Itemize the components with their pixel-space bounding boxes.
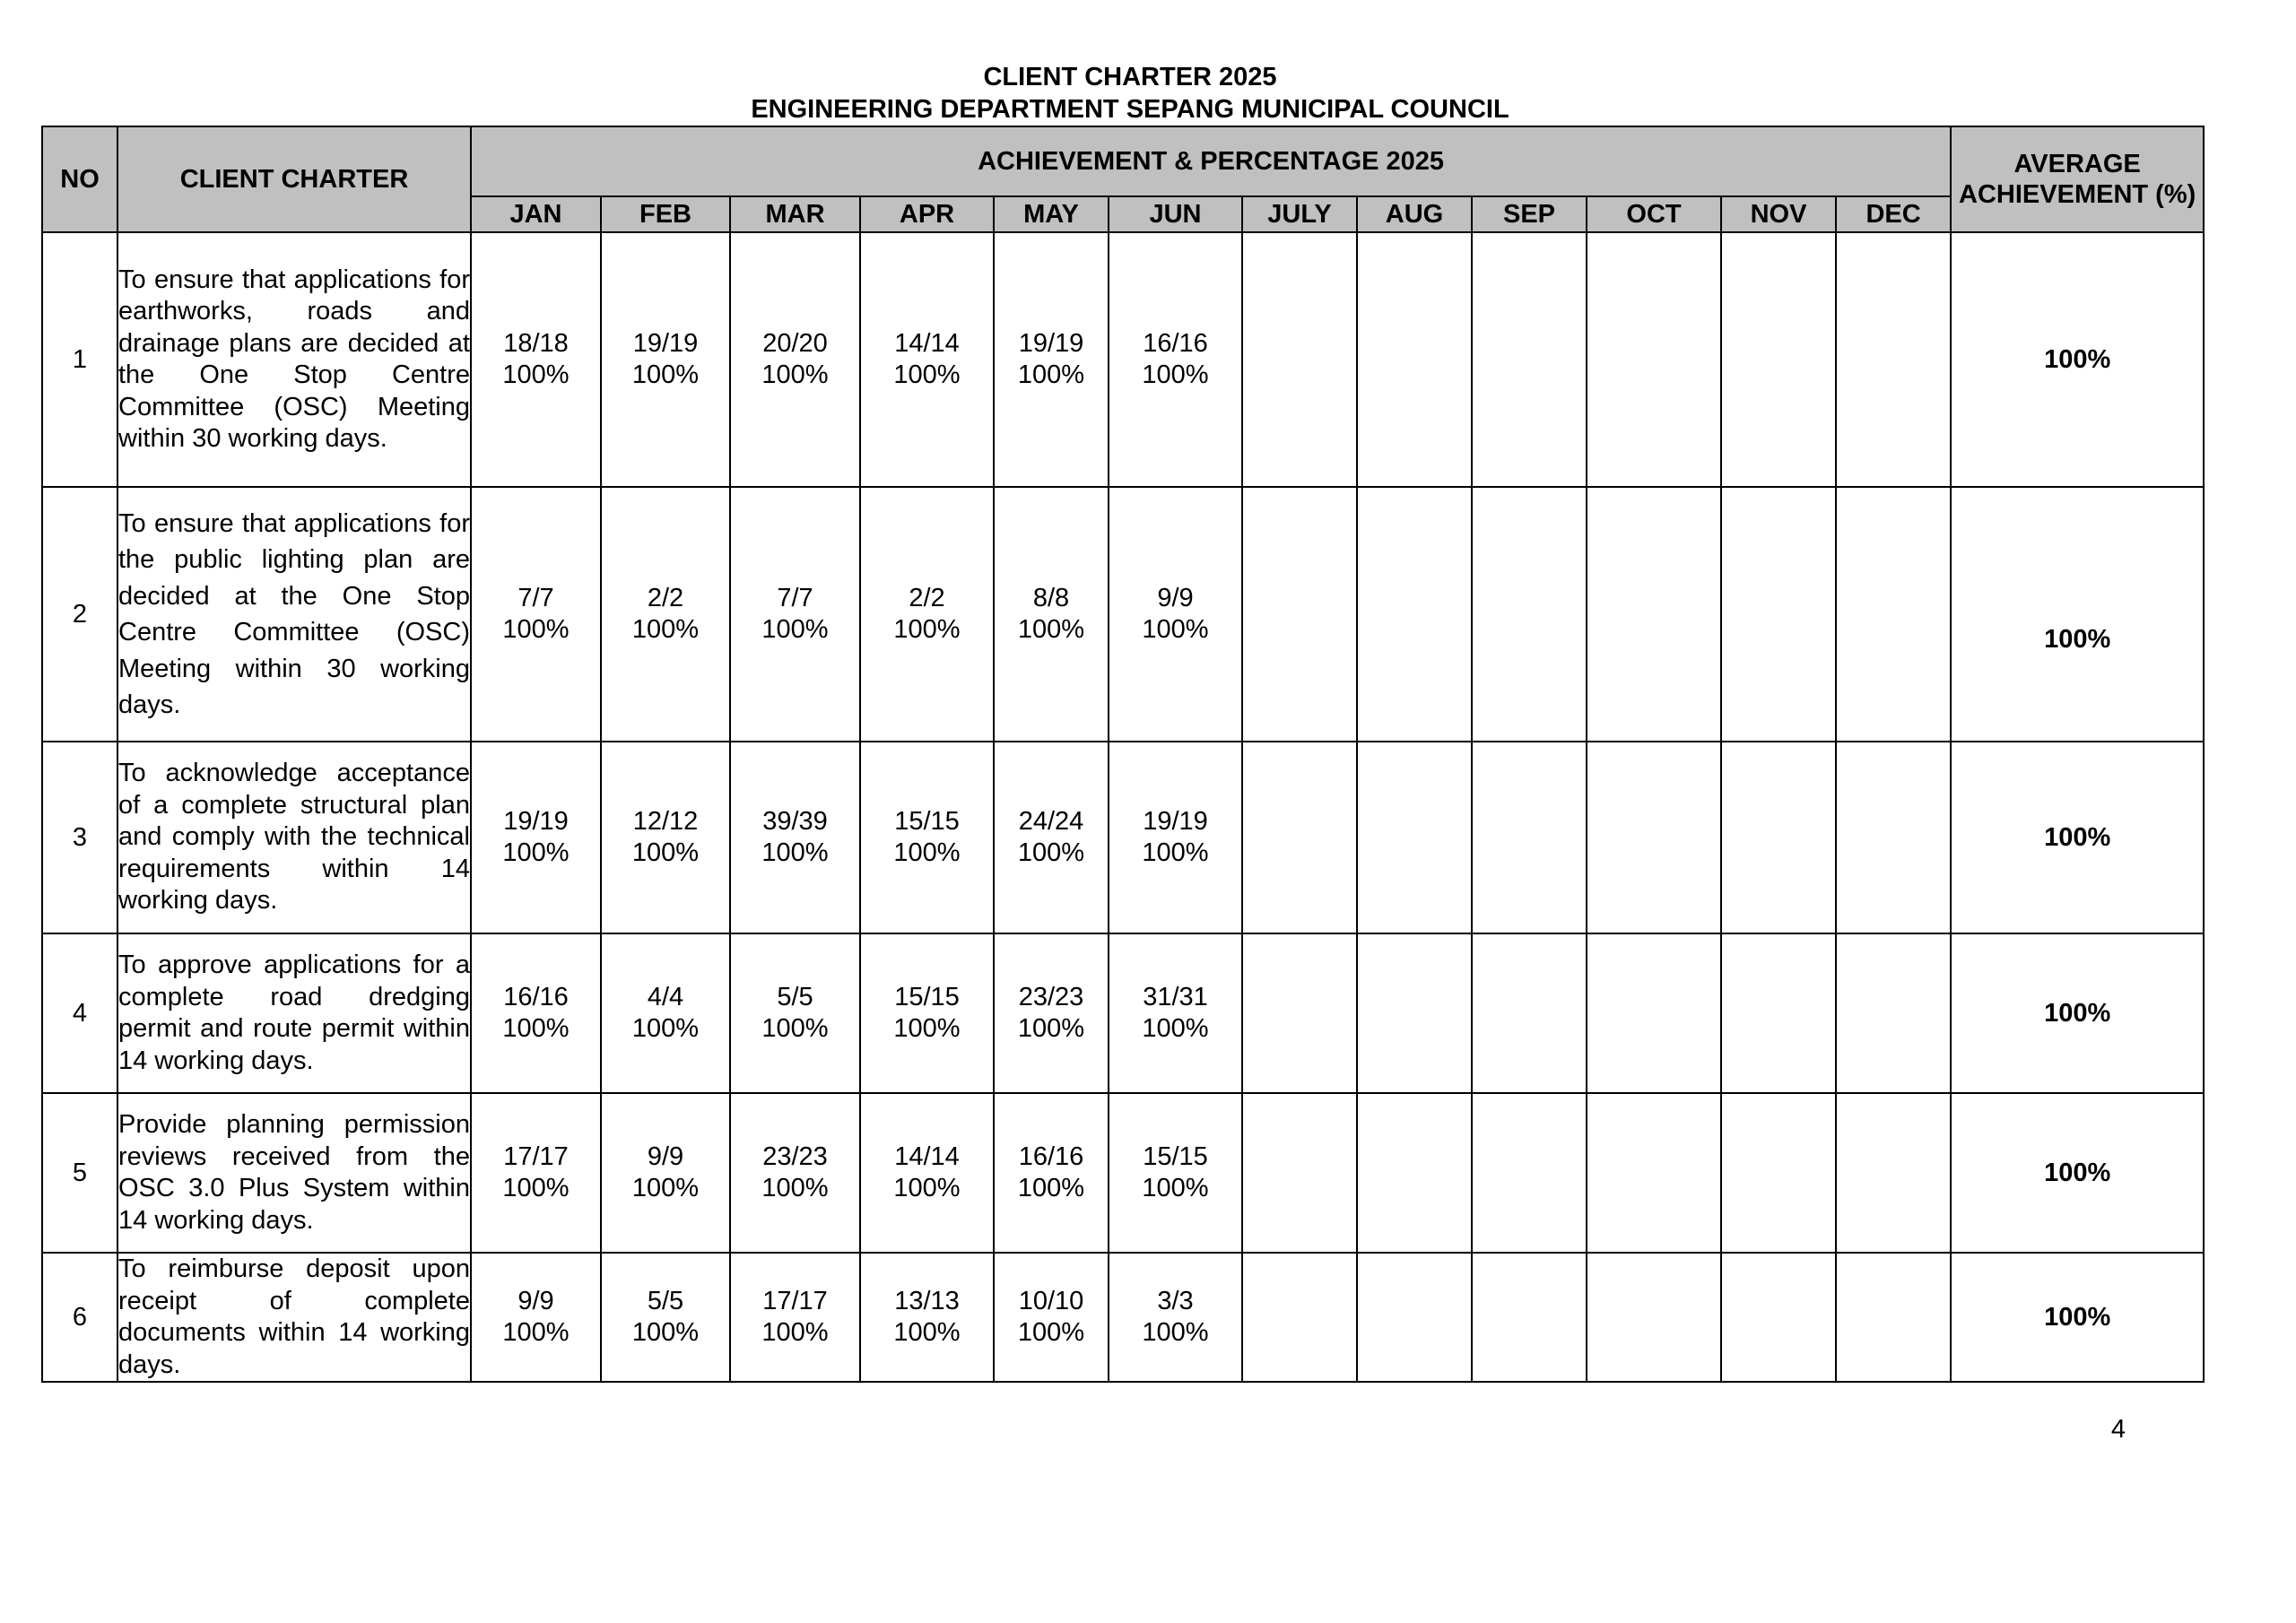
header-client-charter: CLIENT CHARTER bbox=[117, 126, 471, 232]
month-cell bbox=[1109, 1253, 1242, 1382]
charter-description: To ensure that applications for earthworks, roads and drainage plans are decided at the One Stop Centre Committee (OSC) Meeting within 30 working days. bbox=[117, 232, 471, 487]
table-row bbox=[42, 232, 2204, 487]
month-count: 9/9 bbox=[647, 1142, 684, 1171]
month-cell bbox=[1721, 232, 1836, 487]
month-cell bbox=[1109, 1093, 1242, 1253]
month-cell bbox=[601, 487, 730, 742]
month-count: 2/2 bbox=[647, 584, 684, 612]
month-percentage: 100% bbox=[1142, 615, 1209, 644]
header-month: FEB bbox=[601, 196, 730, 232]
row-number: 3 bbox=[42, 742, 117, 933]
header-month: JUN bbox=[1109, 196, 1242, 232]
month-cell bbox=[1242, 1253, 1357, 1382]
month-cell bbox=[860, 487, 994, 742]
month-count: 16/16 bbox=[1143, 329, 1208, 358]
average-achievement: 100% bbox=[1951, 232, 2204, 487]
month-cell bbox=[1357, 1253, 1472, 1382]
month-count: 19/19 bbox=[1143, 807, 1208, 836]
average-achievement: 100% bbox=[1951, 742, 2204, 933]
month-percentage: 100% bbox=[631, 838, 700, 867]
month-cell bbox=[860, 1093, 994, 1253]
month-count: 23/23 bbox=[1018, 983, 1084, 1011]
month-percentage: 100% bbox=[761, 615, 829, 644]
month-cell bbox=[601, 1253, 730, 1382]
month-cell bbox=[1721, 1093, 1836, 1253]
month-count: 18/18 bbox=[503, 329, 569, 358]
month-percentage: 100% bbox=[631, 1318, 700, 1347]
charter-description: To ensure that applications for the public lighting plan are decided at the One Stop Centre Committee (OSC) Meeting within 30 working days. bbox=[117, 487, 471, 742]
month-cell bbox=[1587, 232, 1721, 487]
header-month: DEC bbox=[1836, 196, 1951, 232]
month-cell bbox=[730, 742, 860, 933]
month-percentage: 100% bbox=[893, 838, 961, 867]
month-cell bbox=[1109, 933, 1242, 1093]
month-cell bbox=[601, 933, 730, 1093]
month-percentage: 100% bbox=[1017, 1014, 1085, 1043]
month-percentage: 100% bbox=[631, 1014, 700, 1043]
month-cell bbox=[471, 232, 601, 487]
month-percentage: 100% bbox=[502, 360, 570, 389]
table-row bbox=[42, 487, 2204, 742]
month-cell bbox=[1109, 742, 1242, 933]
header-month: JULY bbox=[1242, 196, 1357, 232]
month-count: 12/12 bbox=[632, 807, 699, 836]
month-percentage: 100% bbox=[502, 615, 570, 644]
document-title-block bbox=[0, 61, 2260, 126]
month-count: 39/39 bbox=[762, 807, 828, 836]
header-month: OCT bbox=[1587, 196, 1721, 232]
month-percentage: 100% bbox=[893, 360, 961, 389]
month-count: 31/31 bbox=[1143, 983, 1208, 1011]
average-achievement: 100% bbox=[1951, 487, 2204, 742]
month-cell bbox=[730, 232, 860, 487]
month-cell bbox=[994, 1253, 1109, 1382]
charter-description: To reimburse deposit upon receipt of complete documents within 14 working days. bbox=[117, 1253, 471, 1382]
header-month: MAR bbox=[730, 196, 860, 232]
month-percentage: 100% bbox=[761, 360, 829, 389]
month-cell bbox=[471, 742, 601, 933]
month-count: 13/13 bbox=[894, 1287, 960, 1315]
month-cell bbox=[1587, 742, 1721, 933]
table-row bbox=[42, 933, 2204, 1093]
row-number: 4 bbox=[42, 933, 117, 1093]
table-row bbox=[42, 742, 2204, 933]
month-percentage: 100% bbox=[761, 1174, 829, 1202]
month-cell bbox=[1472, 487, 1587, 742]
month-count: 5/5 bbox=[647, 1287, 684, 1315]
month-cell bbox=[1472, 933, 1587, 1093]
month-cell bbox=[1587, 1253, 1721, 1382]
month-cell bbox=[1836, 742, 1951, 933]
month-cell bbox=[1472, 1093, 1587, 1253]
average-achievement: 100% bbox=[1951, 933, 2204, 1093]
month-cell bbox=[1836, 232, 1951, 487]
month-cell bbox=[1836, 487, 1951, 742]
month-cell bbox=[601, 232, 730, 487]
month-percentage: 100% bbox=[893, 1174, 961, 1202]
month-percentage: 100% bbox=[631, 615, 700, 644]
month-count: 17/17 bbox=[503, 1142, 569, 1171]
header-month: APR bbox=[860, 196, 994, 232]
month-cell bbox=[1587, 487, 1721, 742]
month-percentage: 100% bbox=[893, 615, 961, 644]
month-cell bbox=[1721, 742, 1836, 933]
month-cell bbox=[1836, 1093, 1951, 1253]
row-number: 6 bbox=[42, 1253, 117, 1382]
month-cell bbox=[1357, 742, 1472, 933]
month-percentage: 100% bbox=[1017, 1318, 1085, 1347]
month-cell bbox=[1472, 1253, 1587, 1382]
header-month: SEP bbox=[1472, 196, 1587, 232]
month-cell bbox=[1357, 933, 1472, 1093]
client-charter-table bbox=[41, 126, 2205, 1383]
charter-description: To acknowledge acceptance of a complete structural plan and comply with the technical requirements within 14 working days. bbox=[117, 742, 471, 933]
month-count: 3/3 bbox=[1157, 1287, 1194, 1315]
month-count: 7/7 bbox=[517, 584, 554, 612]
month-count: 14/14 bbox=[894, 329, 960, 358]
table-row bbox=[42, 1253, 2204, 1382]
month-percentage: 100% bbox=[1142, 838, 1209, 867]
month-count: 19/19 bbox=[503, 807, 569, 836]
month-cell bbox=[1836, 1253, 1951, 1382]
header-month: NOV bbox=[1721, 196, 1836, 232]
month-percentage: 100% bbox=[893, 1318, 961, 1347]
month-cell bbox=[1587, 1093, 1721, 1253]
month-cell bbox=[1109, 232, 1242, 487]
month-percentage: 100% bbox=[1017, 1174, 1085, 1202]
month-cell bbox=[1357, 1093, 1472, 1253]
header-achievement: ACHIEVEMENT & PERCENTAGE 2025 bbox=[471, 126, 1951, 196]
month-cell bbox=[730, 1093, 860, 1253]
header-average-achievement: AVERAGE ACHIEVEMENT (%) bbox=[1951, 126, 2204, 232]
month-count: 15/15 bbox=[1143, 1142, 1208, 1171]
month-cell bbox=[1242, 487, 1357, 742]
month-cell bbox=[994, 232, 1109, 487]
month-count: 2/2 bbox=[909, 584, 945, 612]
month-cell bbox=[471, 487, 601, 742]
month-count: 24/24 bbox=[1018, 807, 1084, 836]
month-cell bbox=[1242, 933, 1357, 1093]
month-percentage: 100% bbox=[1142, 1174, 1209, 1202]
month-count: 20/20 bbox=[762, 329, 828, 358]
average-achievement: 100% bbox=[1951, 1093, 2204, 1253]
month-count: 17/17 bbox=[762, 1287, 828, 1315]
month-percentage: 100% bbox=[761, 838, 829, 867]
month-count: 10/10 bbox=[1018, 1287, 1084, 1315]
month-count: 16/16 bbox=[1018, 1142, 1084, 1171]
row-number: 2 bbox=[42, 487, 117, 742]
month-cell bbox=[1109, 487, 1242, 742]
charter-description: Provide planning permission reviews received from the OSC 3.0 Plus System within 14 working days. bbox=[117, 1093, 471, 1253]
month-percentage: 100% bbox=[502, 838, 570, 867]
month-cell bbox=[1242, 742, 1357, 933]
month-cell bbox=[471, 933, 601, 1093]
month-cell bbox=[1472, 232, 1587, 487]
month-cell bbox=[860, 232, 994, 487]
month-cell bbox=[1721, 487, 1836, 742]
document-title: CLIENT CHARTER 2025 bbox=[983, 63, 1277, 91]
month-cell bbox=[730, 1253, 860, 1382]
month-cell bbox=[1242, 1093, 1357, 1253]
month-count: 4/4 bbox=[647, 983, 684, 1011]
month-percentage: 100% bbox=[1017, 615, 1085, 644]
month-percentage: 100% bbox=[502, 1174, 570, 1202]
month-count: 19/19 bbox=[1018, 329, 1084, 358]
month-count: 15/15 bbox=[894, 983, 960, 1011]
header-no: NO bbox=[42, 126, 117, 232]
table-body bbox=[42, 232, 2204, 1382]
month-count: 9/9 bbox=[517, 1287, 554, 1315]
month-cell bbox=[1721, 933, 1836, 1093]
month-count: 9/9 bbox=[1157, 584, 1194, 612]
month-count: 7/7 bbox=[777, 584, 813, 612]
month-count: 5/5 bbox=[777, 983, 813, 1011]
month-cell bbox=[1357, 487, 1472, 742]
month-percentage: 100% bbox=[1017, 838, 1085, 867]
month-cell bbox=[1357, 232, 1472, 487]
month-cell bbox=[1836, 933, 1951, 1093]
month-cell bbox=[601, 1093, 730, 1253]
month-cell bbox=[994, 742, 1109, 933]
month-percentage: 100% bbox=[761, 1318, 829, 1347]
row-number: 5 bbox=[42, 1093, 117, 1253]
table-row bbox=[42, 1093, 2204, 1253]
month-percentage: 100% bbox=[1017, 360, 1085, 389]
month-count: 16/16 bbox=[503, 983, 569, 1011]
month-cell bbox=[1242, 232, 1357, 487]
month-cell bbox=[860, 933, 994, 1093]
document-subtitle: ENGINEERING DEPARTMENT SEPANG MUNICIPAL COUNCIL bbox=[751, 95, 1509, 124]
month-cell bbox=[994, 487, 1109, 742]
month-count: 23/23 bbox=[762, 1142, 828, 1171]
month-cell bbox=[601, 742, 730, 933]
row-number: 1 bbox=[42, 232, 117, 487]
month-count: 14/14 bbox=[894, 1142, 960, 1171]
month-percentage: 100% bbox=[1142, 1014, 1209, 1043]
header-month: MAY bbox=[994, 196, 1109, 232]
month-percentage: 100% bbox=[631, 360, 700, 389]
header-month: AUG bbox=[1357, 196, 1472, 232]
month-percentage: 100% bbox=[1142, 1318, 1209, 1347]
month-percentage: 100% bbox=[631, 1174, 700, 1202]
page-number: 4 bbox=[2110, 1415, 2126, 1444]
header-row-top bbox=[42, 126, 2204, 196]
header-month: JAN bbox=[471, 196, 601, 232]
month-count: 19/19 bbox=[632, 329, 699, 358]
month-percentage: 100% bbox=[502, 1014, 570, 1043]
month-cell bbox=[994, 933, 1109, 1093]
month-cell bbox=[730, 933, 860, 1093]
month-cell bbox=[860, 742, 994, 933]
month-count: 8/8 bbox=[1032, 584, 1070, 612]
month-cell bbox=[1472, 742, 1587, 933]
month-cell bbox=[471, 1093, 601, 1253]
month-percentage: 100% bbox=[1142, 360, 1209, 389]
month-cell bbox=[1587, 933, 1721, 1093]
month-cell bbox=[1721, 1253, 1836, 1382]
average-achievement: 100% bbox=[1951, 1253, 2204, 1382]
month-percentage: 100% bbox=[893, 1014, 961, 1043]
month-percentage: 100% bbox=[761, 1014, 829, 1043]
month-percentage: 100% bbox=[502, 1318, 570, 1347]
month-cell bbox=[730, 487, 860, 742]
month-cell bbox=[860, 1253, 994, 1382]
month-cell bbox=[994, 1093, 1109, 1253]
month-cell bbox=[471, 1253, 601, 1382]
month-count: 15/15 bbox=[894, 807, 960, 836]
charter-description: To approve applications for a complete road dredging permit and route permit within 14 working days. bbox=[117, 933, 471, 1093]
